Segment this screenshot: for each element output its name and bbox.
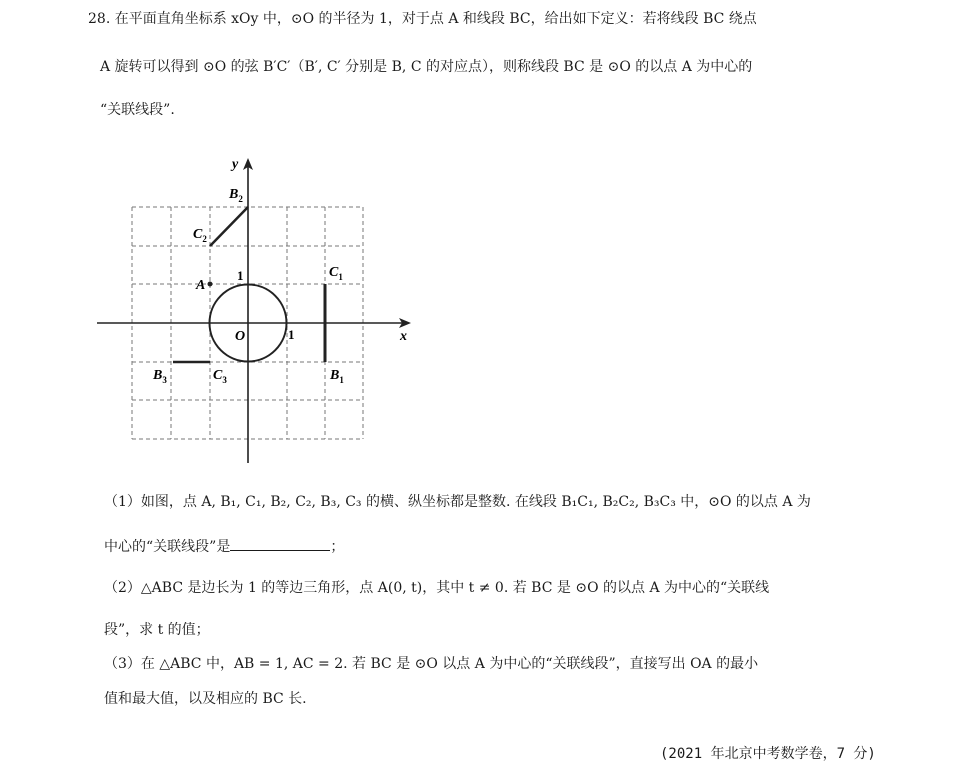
label-c3: $C_3$ [213, 368, 227, 385]
label-a: A [196, 278, 206, 293]
label-c1: $C_1$ [329, 265, 343, 282]
segment-b2c2 [210, 207, 248, 246]
label-b1: $B_1$ [330, 368, 344, 385]
point-a [208, 282, 213, 287]
part3-line-2: 值和最大值，以及相应的 BC 长. [104, 691, 307, 707]
part1-suffix: ； [330, 539, 345, 555]
part1-line-2 [104, 536, 344, 557]
y-tick-1: 1 [237, 268, 244, 283]
x-axis-label: x [400, 329, 407, 344]
label-b2: $B_2$ [229, 187, 243, 204]
part2-line-1: （2）△ABC 是边长为 1 的等边三角形，点 A(0, t)，其中 t ≠ 0. 若 BC 是 ⊙O 的以点 A 为中心的“关联线 [104, 580, 770, 596]
part2-line-2: 段”，求 t 的值； [104, 622, 210, 638]
coordinate-figure [95, 150, 425, 470]
label-b3: $B_3$ [153, 368, 167, 385]
problem-line-2: A 旋转可以得到 ⊙O 的弦 B′C′（B′, C′ 分别是 B, C 的对应点），则称线段 BC 是 ⊙O 的以点 A 为中心的 [100, 59, 753, 75]
label-c2: $C_2$ [193, 227, 207, 244]
problem-line-3: “关联线段”. [100, 102, 175, 118]
part1-line-1: （1）如图，点 A, B₁, C₁, B₂, C₂, B₃, C₃ 的横、纵坐标都是整数. 在线段 B₁C₁, B₂C₂, B₃C₃ 中，⊙O 的以点 A 为 [104, 494, 811, 510]
part3-line-1: （3）在 △ABC 中，AB = 1, AC = 2. 若 BC 是 ⊙O 以点 A 为中心的“关联线段”，直接写出 OA 的最小 [104, 656, 759, 672]
y-axis-label: y [232, 157, 239, 172]
origin-label: O [235, 329, 246, 344]
source-note: (2021 年北京中考数学卷，7 分) [660, 746, 876, 762]
x-tick-1: 1 [288, 327, 295, 342]
problem-line-1: 28. 在平面直角坐标系 xOy 中，⊙O 的半径为 1，对于点 A 和线段 BC，给出如下定义：若将线段 BC 绕点 [88, 11, 757, 27]
part1-prefix: 中心的“关联线段”是 [104, 539, 231, 555]
answer-blank[interactable] [230, 536, 330, 551]
